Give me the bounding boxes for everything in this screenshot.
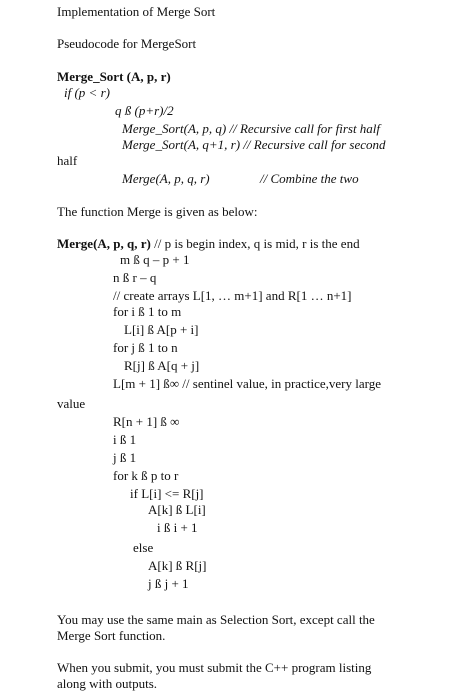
merge-line: L[i] ß A[p + i]	[124, 322, 199, 337]
merge-header-signature: Merge(A, p, q, r)	[57, 236, 151, 251]
footer-paragraph-1-line-1: You may use the same main as Selection Sort, except call the	[57, 612, 375, 627]
mergesort-if: if (p < r)	[64, 85, 110, 100]
mergesort-call-first: Merge_Sort(A, p, q) // Recursive call for first half	[122, 121, 381, 136]
merge-line: A[k] ß L[i]	[148, 502, 206, 517]
merge-header	[57, 236, 360, 251]
merge-line: m ß q – p + 1	[120, 252, 190, 267]
merge-line: else	[133, 540, 154, 555]
merge-line: i ß i + 1	[157, 520, 198, 535]
doc-subtitle: Pseudocode for MergeSort	[57, 36, 197, 51]
mergesort-half-word: half	[57, 153, 78, 168]
merge-line: j ß 1	[113, 450, 137, 465]
doc-title: Implementation of Merge Sort	[57, 4, 216, 19]
mergesort-call-second: Merge_Sort(A, q+1, r) // Recursive call for second	[122, 137, 386, 152]
mergesort-q: q ß (p+r)/2	[115, 103, 174, 118]
merge-line: for j ß 1 to n	[113, 340, 178, 355]
merge-line: value	[57, 396, 86, 411]
mergesort-merge-call: Merge(A, p, q, r)	[122, 171, 210, 186]
merge-line: i ß 1	[113, 432, 137, 447]
merge-line: // create arrays L[1, … m+1] and R[1 … n+1]	[113, 288, 352, 303]
mergesort-header: Merge_Sort (A, p, r)	[57, 69, 171, 84]
footer-paragraph-2-line-2: along with outputs.	[57, 676, 158, 691]
merge-line: for k ß p to r	[113, 468, 179, 483]
footer-paragraph-2-line-1: When you submit, you must submit the C++ program listing	[57, 660, 372, 675]
merge-line: for i ß 1 to m	[113, 304, 182, 319]
merge-line: R[n + 1] ß ∞	[113, 414, 180, 429]
merge-line: L[m + 1] ß∞ // sentinel value, in practice,very large	[113, 376, 381, 391]
merge-line: j ß j + 1	[148, 576, 189, 591]
merge-line: A[k] ß R[j]	[148, 558, 207, 573]
mergesort-merge-comment: // Combine the two	[260, 171, 359, 186]
merge-header-comment: // p is begin index, q is mid, r is the end	[150, 236, 360, 251]
footer-paragraph-1-line-2: Merge Sort function.	[57, 628, 166, 643]
merge-line: R[j] ß A[q + j]	[124, 358, 200, 373]
merge-intro: The function Merge is given as below:	[57, 204, 258, 219]
merge-line: if L[i] <= R[j]	[130, 486, 204, 501]
merge-line: n ß r – q	[113, 270, 157, 285]
